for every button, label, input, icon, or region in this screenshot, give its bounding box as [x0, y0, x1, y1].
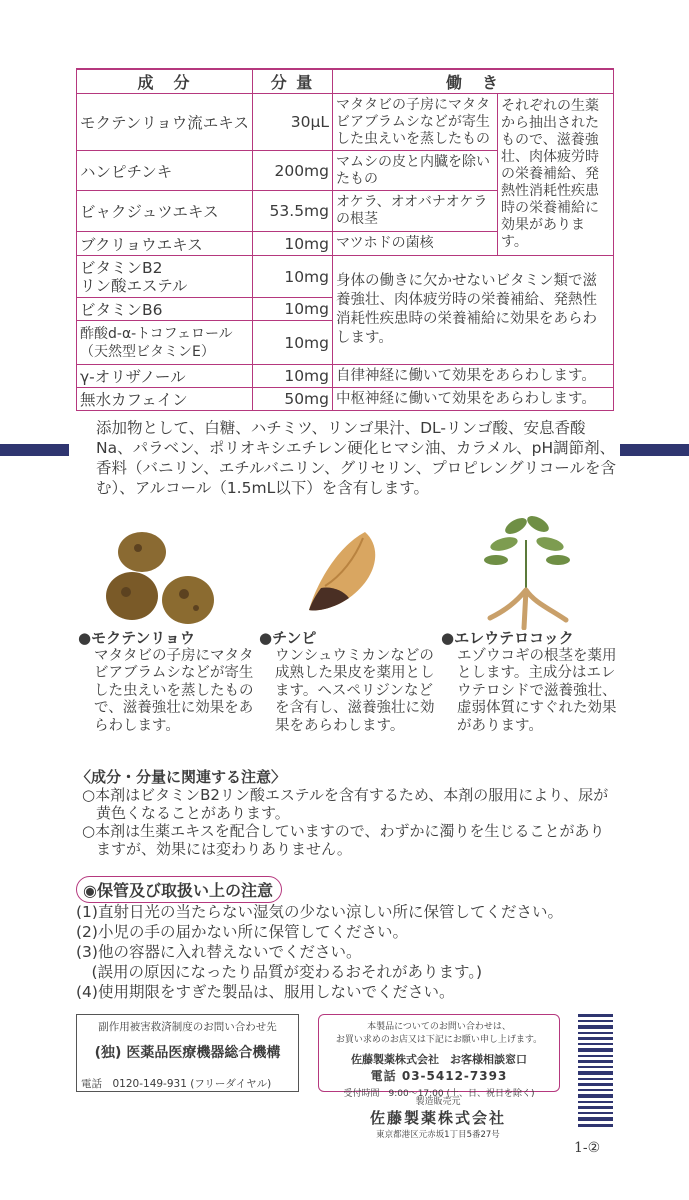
herb-desc: エゾウコギの根茎を薬用とします。主成分はエレウテロシドで滋養強壮、虚弱体質にすぐれた効果があります。: [457, 647, 617, 734]
relief-line1: 副作用被害救済制度のお問い合わせ先: [98, 1021, 277, 1033]
ingredients-table: [76, 68, 614, 411]
ingredient-function: オケラ、オオバナオケラの根茎: [333, 191, 498, 232]
ingredient-amount: 200mg: [253, 151, 333, 191]
relief-system-box: [76, 1014, 299, 1092]
chinpi-image: [305, 528, 385, 616]
ingredient-function: マムシの皮と内臓を除いたもの: [333, 151, 498, 191]
ingredient-amount: 10mg: [253, 232, 333, 256]
ingredient-name: ハンピチンキ: [77, 151, 253, 191]
ingredient-amount: 50mg: [253, 388, 333, 411]
ingredient-amount: 10mg: [253, 256, 333, 298]
header-amount: 分 量: [253, 69, 333, 94]
storage-item: (誤用の原因になったり品質が変わるおそれがあります。): [76, 963, 483, 981]
maker-block: [318, 1094, 558, 1140]
notes-title: 〈成分・分量に関連する注意〉: [76, 768, 287, 786]
mokutenryo-image: [104, 528, 219, 628]
vitamin-group-function: 身体の働きに欠かせないビタミン類で滋養強壮、肉体疲労時の栄養補給、発熱性消耗性疾患時の栄養補給に効果をあらわします。: [333, 256, 614, 365]
ingredient-name: 酢酸d-α-トコフェロール （天然型ビタミンE）: [77, 321, 253, 365]
maker-label: 製造販売元: [415, 1097, 461, 1107]
maker-address: 東京都港区元赤坂1丁目5番27号: [376, 1130, 500, 1140]
herb-eleutherococcus: [441, 630, 617, 735]
barcode-image: [578, 1014, 613, 1130]
herb-mokutenryo: [78, 630, 256, 735]
header-function: 働 き: [333, 69, 614, 94]
relief-phone: 電話 0120-149-931 (フリーダイヤル): [81, 1078, 272, 1090]
storage-item: (4)使用期限をすぎた製品は、服用しないでください。: [76, 983, 455, 1001]
left-divider-bar: [0, 444, 69, 456]
page-code: 1-②: [574, 1140, 601, 1156]
herb-chinpi: [259, 630, 437, 735]
contact-box: [318, 1014, 560, 1099]
ingredient-function: 自律神経に働いて効果をあらわします。: [333, 365, 614, 388]
additives-text: 添加物として、白糖、ハチミツ、リンゴ果汁、DL-リンゴ酸、安息香酸Na、パラベン、ポリオキシエチレン硬化ヒマシ油、カラメル、pH調節剤、香料（バニリン、エチルバニリン、グリセリン、プロピレングリコールを含む）、アルコール（1.5mL以下）を含有します。: [96, 419, 616, 497]
ingredient-notes: [76, 768, 616, 858]
maker-name: 佐藤製薬株式会社: [369, 1109, 506, 1127]
right-divider-bar: [620, 444, 689, 456]
ingredient-function: マツホドの菌核: [333, 232, 498, 256]
header-ingredient: 成 分: [77, 69, 253, 94]
note-item: ○本剤は生薬エキスを配合していますので、わずかに濁りを生じることがありますが、効果には変わりありません。: [82, 822, 605, 858]
contact-company: 佐藤製薬株式会社 お客様相談窓口: [351, 1053, 527, 1066]
contact-line2: お買い求めのお店又は下記にお願い申し上げます。: [335, 1035, 543, 1045]
ingredient-name: ビャクジュツエキス: [77, 191, 253, 232]
herb-name: ●モクテンリョウ: [78, 629, 195, 647]
ingredient-name: ビタミンB2 リン酸エステル: [77, 256, 253, 298]
ingredient-amount: 10mg: [253, 298, 333, 321]
ingredient-amount: 30μL: [253, 94, 333, 151]
relief-org: (独) 医薬品医療機器総合機構: [94, 1045, 281, 1061]
storage-title: ◉保管及び取扱い上の注意: [76, 876, 282, 903]
ingredient-amount: 53.5mg: [253, 191, 333, 232]
herb-name: ●エレウテロコック: [441, 629, 574, 647]
ingredient-name: ブクリョウエキス: [77, 232, 253, 256]
contact-line1: 本製品についてのお問い合わせは、: [367, 1022, 511, 1032]
eleutherococcus-image: [476, 510, 576, 630]
ingredient-name: 無水カフェイン: [77, 388, 253, 411]
note-item: ○本剤はビタミンB2リン酸エステルを含有するため、本剤の服用により、尿が黄色くなることがあります。: [82, 786, 609, 822]
storage-item: (3)他の容器に入れ替えないでください。: [76, 943, 362, 961]
contact-phone: 電話 03-5412-7393: [370, 1069, 508, 1083]
herbal-group-function: それぞれの生薬から抽出されたもので、滋養強壮、肉体疲労時の栄養補給、発熱性消耗性疾患時の栄養補給に効果があります。: [498, 94, 614, 256]
storage-item: (1)直射日光の当たらない湿気の少ない涼しい所に保管してください。: [76, 903, 563, 921]
contact-hours: 受付時間 9:00〜17:00 (土、日、祝日を除く): [343, 1089, 535, 1099]
ingredient-name: ビタミンB6: [77, 298, 253, 321]
ingredient-function: マタタビの子房にマタタビアブラムシなどが寄生した虫えいを蒸したもの: [333, 94, 498, 151]
herb-desc: ウンシュウミカンなどの成熟した果皮を薬用とします。ヘスペリジンなどを含有し、滋養強壮に効果をあらわします。: [275, 647, 435, 734]
ingredient-name: γ-オリザノール: [77, 365, 253, 388]
herb-desc: マタタビの子房にマタタビアブラムシなどが寄生した虫えいを蒸したもので、滋養強壮に効果をあらわします。: [94, 647, 254, 734]
ingredient-amount: 10mg: [253, 365, 333, 388]
herb-name: ●チンピ: [259, 629, 317, 647]
storage-list: [76, 902, 616, 1002]
storage-item: (2)小児の手の届かない所に保管してください。: [76, 923, 408, 941]
ingredient-amount: 10mg: [253, 321, 333, 365]
ingredient-name: モクテンリョウ流エキス: [77, 94, 253, 151]
ingredient-function: 中枢神経に働いて効果をあらわします。: [333, 388, 614, 411]
